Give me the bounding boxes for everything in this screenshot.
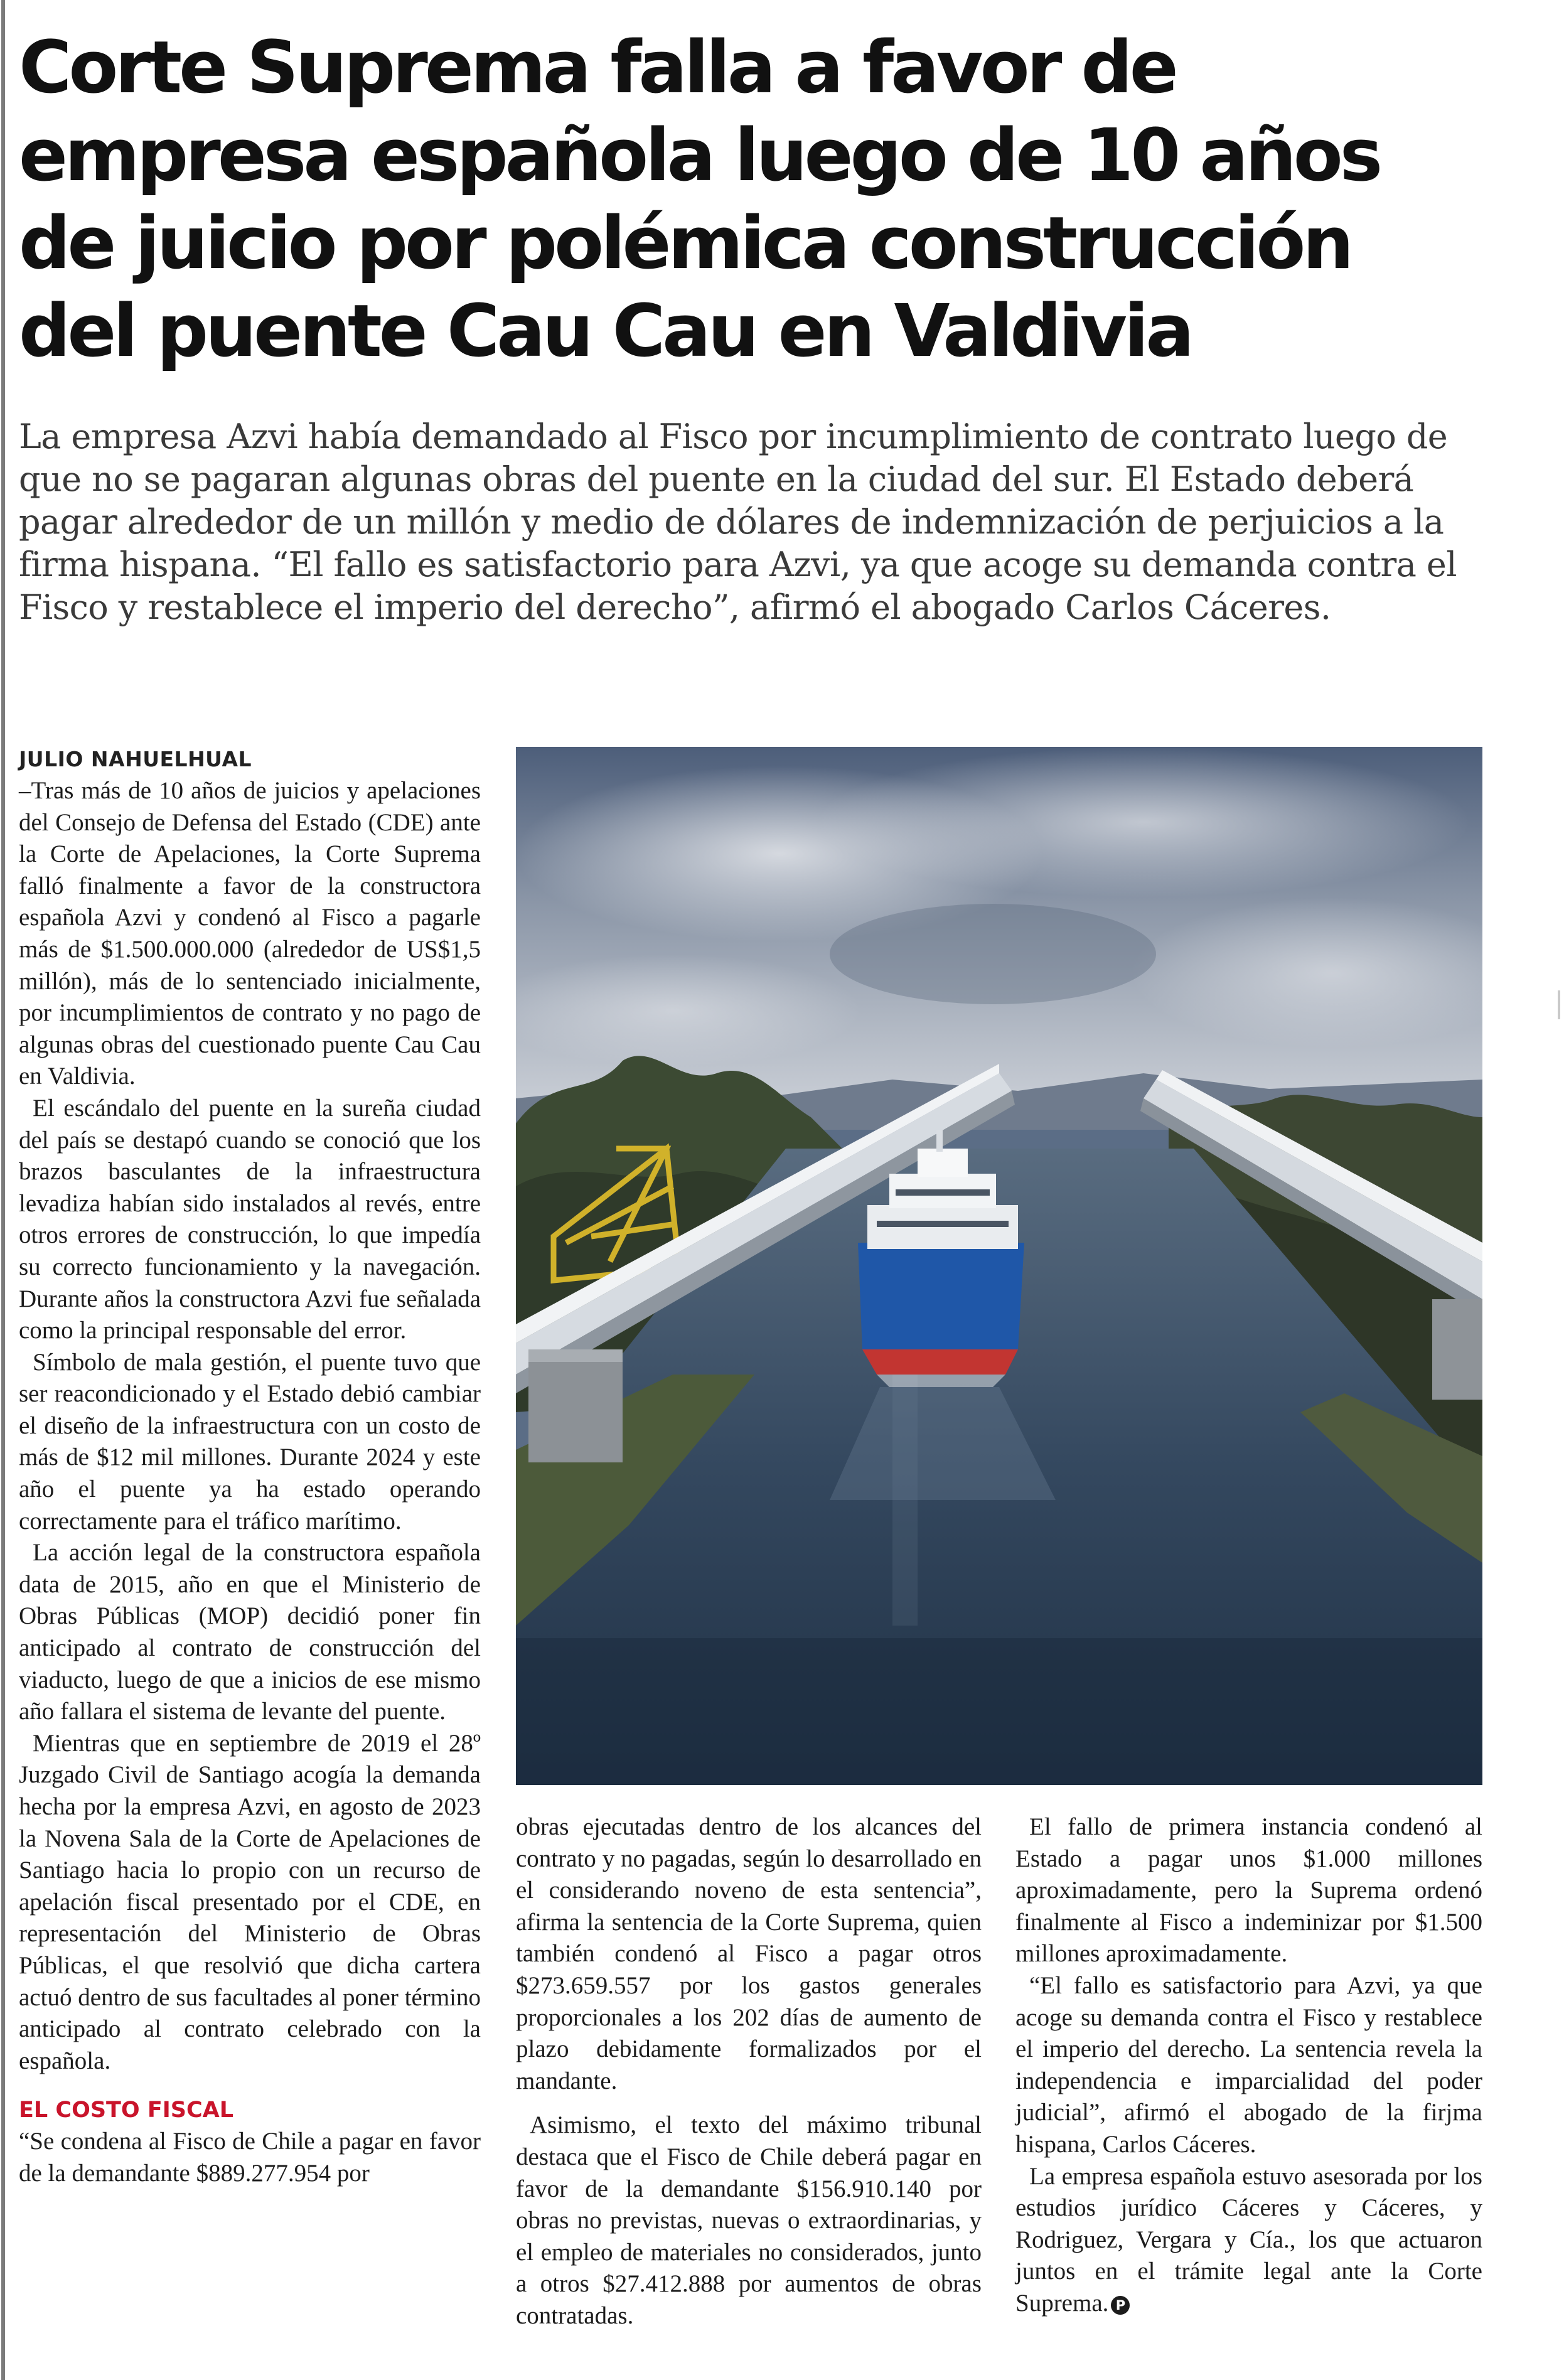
page-edge-mark — [1558, 990, 1560, 1019]
article-photo — [516, 747, 1482, 1785]
body-paragraph: “Se condena al Fisco de Chile a pagar en favor de la demandante $889.277.954 por — [19, 2128, 481, 2187]
body-text: La empresa española estuvo asesorada por los estudios jurídico Cáceres y Cáceres, y Rodriguez, Vergara y Cía., los que actuaron juntos en el trámite legal ante la Corte Suprema. — [1015, 2162, 1482, 2317]
body-paragraph — [1015, 2161, 1482, 2320]
page-left-rule — [1, 0, 5, 2380]
body-paragraph: –Tras más de 10 años de juicios y apelaciones del Consejo de Defensa del Estado (CDE) ante la Corte de Apelaciones, la Corte Suprema falló finalmente a favor de la constructora española Azvi y condenó al Fisco a pagarle más de $1.500.000.000 (alrededor de US$1,5 millón), más de lo sentenciado inicialmente, por incumplimientos de contrato y no pago de algunas obras del cuestionado puente Cau Cau en Valdivia. — [19, 777, 481, 1090]
body-paragraph: obras ejecutadas dentro de los alcances del contrato y no pagadas, según lo desarrollado en el considerando noveno de esta sentencia”, afirma la sentencia de la Corte Suprema, quien también condenó al Fisco a pagar otros $273.659.557 por los gastos generales proporcionales a los 202 días de aumento de plazo debidamente formalizados por el mandante. — [516, 1813, 982, 2094]
body-paragraph: El fallo de primera instancia condenó al Estado a pagar unos $1.000 millones aproximadamente, pero la Suprema ordenó finalmente al Fisco a indeminizar por $1.500 millones aproximadamente. — [1015, 1813, 1482, 1968]
body-paragraph: El escándalo del puente en la sureña ciudad del país se destapó cuando se conoció que los brazos basculantes de la infraestructura levadiza habían sido instalados al revés, entre otros errores de construcción, lo que impedía su correcto funcionamiento y la navegación. Durante años la constructora Azvi fue señalada como la principal responsable del error. — [19, 1094, 481, 1344]
body-paragraph: La acción legal de la constructora española data de 2015, año en que el Ministerio de Obras Públicas (MOP) decidió poner fin anticipado al contrato de construcción del viaducto, luego de que a inicios de ese mismo año fallara el sistema de levante del puente. — [19, 1539, 481, 1725]
section-subhead: EL COSTO FISCAL — [19, 2098, 234, 2123]
end-of-article-icon: P — [1111, 2296, 1130, 2315]
body-paragraph: Asimismo, el texto del máximo tribunal destaca que el Fisco de Chile deberá pagar en favor de la demandante $156.910.140 por obras no previstas, nuevas o extraordinarias, y el empleo de materiales no considerados, junto a otros $27.412.888 por aumentos de obras contratadas. — [516, 2111, 982, 2329]
byline: JULIO NAHUELHUAL — [19, 747, 252, 771]
headline: Corte Suprema falla a favor de empresa española luego de 10 años de juicio por polémica construcción del puente Cau Cau en Valdivia — [19, 26, 1380, 373]
lead-paragraph: La empresa Azvi había demandado al Fisco por incumplimiento de contrato luego de que no se pagaran algunas obras del puente en la ciudad del sur. El Estado deberá pagar alrededor de un millón y medio de dólares de indemnización de perjuicios a la firma hispana. “El fallo es satisfactorio para Azvi, ya que acoge su demanda contra el Fisco y restablece el imperio del derecho”, afirmó el abogado Carlos Cáceres. — [19, 417, 1457, 627]
column-1 — [19, 744, 481, 2190]
body-paragraph: Mientras que en septiembre de 2019 el 28º Juzgado Civil de Santiago acogía la demanda hecha por la empresa Azvi, en agosto de 2023 la Novena Sala de la Corte de Apelaciones de Santiago hacia lo propio con un recurso de apelación fiscal presentado por el CDE, en representación del Ministerio de Obras Públicas, el que resolvió que dicha cartera actuó dentro de sus facultades al poner término anticipado al contrato celebrado con la española. — [19, 1729, 481, 2074]
body-paragraph: “El fallo es satisfactorio para Azvi, ya que acoge su demanda contra el Fisco y restablece el imperio del derecho. La sentencia revela la independencia e imparcialidad del poder judicial”, afirmó el abogado de la firjma hispana, Carlos Cáceres. — [1015, 1971, 1482, 2158]
body-paragraph: Símbolo de mala gestión, el puente tuvo que ser reacondicionado y el Estado debió cambiar el diseño de la infraestructura con un costo de más de $12 mil millones. Durante 2024 y este año el puente ya ha estado operando correctamente para el tráfico marítimo. — [19, 1348, 481, 1535]
column-2 — [516, 1811, 982, 2332]
bridge-ship-illustration — [516, 747, 1482, 1785]
column-3 — [1015, 1811, 1482, 2320]
